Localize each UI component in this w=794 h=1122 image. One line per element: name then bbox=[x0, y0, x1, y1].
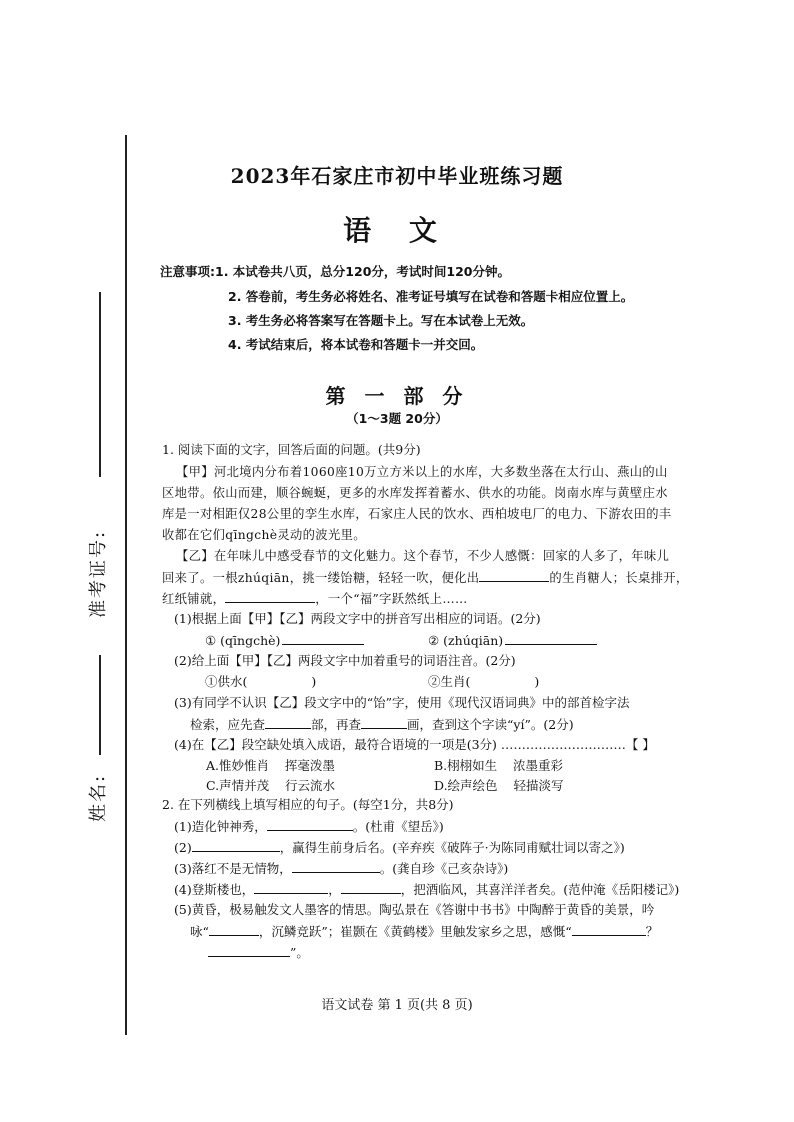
sub3-text: 检索，应先查 bbox=[190, 717, 266, 732]
name-label: 姓名: bbox=[88, 773, 109, 822]
poem-blank[interactable] bbox=[572, 923, 646, 936]
q2-text: (4)登斯楼也， bbox=[174, 882, 255, 897]
q2-text: ，把酒临风，其喜洋洋者矣。(范仲淹《岳阳楼记》) bbox=[400, 882, 680, 897]
passage-line: 库是一对相距仅28公里的孪生水库，石家庄人民的饮水、西柏坡电厂的电力、下游农田的丰 bbox=[162, 507, 672, 521]
paren: ) bbox=[534, 674, 540, 689]
notice-line-1 bbox=[160, 262, 510, 280]
poem-blank[interactable] bbox=[267, 818, 353, 831]
q2-text: 。(杜甫《望岳》) bbox=[352, 819, 444, 834]
q1-sub2-answer-a bbox=[205, 674, 316, 690]
stroke-blank[interactable] bbox=[361, 716, 407, 729]
exam-id-label: 准考证号: bbox=[88, 529, 109, 618]
q2-text: (1)造化钟神秀， bbox=[174, 819, 267, 834]
option-a[interactable]: A.惟妙惟肖 挥毫泼墨 bbox=[206, 758, 335, 773]
poem-blank[interactable] bbox=[292, 860, 380, 873]
passage-text: ，一个“福”字跃然纸上…… bbox=[315, 592, 468, 606]
notice-item: 4. 考试结束后，将本试卷和答题卡一并交回。 bbox=[228, 337, 484, 352]
q1-stem: 1. 阅读下面的文字，回答后面的问题。(共9分) bbox=[162, 442, 421, 457]
passage-line bbox=[162, 569, 689, 586]
idiom-blank-2[interactable] bbox=[225, 590, 315, 603]
part-title: 第 一 部 分 bbox=[325, 384, 469, 408]
poem-blank[interactable] bbox=[192, 839, 280, 852]
passage-line: 收都在它们qīngchè灵动的波光里。 bbox=[162, 528, 366, 542]
poem-blank[interactable] bbox=[254, 881, 328, 894]
radical-blank[interactable] bbox=[265, 716, 311, 729]
q1-sub2: (2)给上面【甲】【乙】两段文字中加着重号的词语注音。(2分) bbox=[174, 653, 516, 668]
option-b[interactable]: B.栩栩如生 浓墨重彩 bbox=[434, 758, 564, 773]
q2-text: ”。 bbox=[290, 945, 309, 960]
idiom-blank-1[interactable] bbox=[479, 569, 549, 582]
passage-line: 【乙】在年味儿中感受春节的文化魅力。这个春节，不少人感慨：回家的人多了，年味儿 bbox=[176, 549, 670, 563]
word-label: ②生肖( bbox=[428, 674, 471, 689]
q2-text: (3)落红不是无情物， bbox=[174, 861, 292, 876]
passage-line: 【甲】河北境内分布着1060座10万立方米以上的水库，大多数坐落在太行山、燕山的山 bbox=[176, 465, 668, 479]
q2-text: ，沉鳞竞跃”；崔颢在《黄鹤楼》里触发家乡之思，感慨“ bbox=[258, 924, 572, 939]
q2-line-5b bbox=[190, 923, 658, 940]
q1-sub3: (3)有同学不认识【乙】段文字中的“饴”字，使用《现代汉语词典》中的部首检字法 bbox=[174, 695, 630, 710]
q2-text: ，赢得生前身后名。(辛弃疾《破阵子·为陈同甫赋壮词以寄之》) bbox=[279, 840, 625, 855]
poem-blank[interactable] bbox=[209, 923, 259, 936]
q2-text: ？ bbox=[645, 924, 659, 939]
subject-title: 语 文 bbox=[343, 214, 451, 247]
poem-blank[interactable] bbox=[341, 881, 401, 894]
passage-text: 红纸铺就， bbox=[162, 592, 226, 606]
q1-sub1-answer-b bbox=[428, 632, 597, 649]
q2-line-5c bbox=[208, 944, 309, 961]
exam-title: 2023年石家庄市初中毕业班练习题 bbox=[230, 164, 564, 188]
q2-line-2 bbox=[174, 839, 625, 856]
q2-line-5: (5)黄昏，极易触发文人墨客的情思。陶弘景在《答谢中书书》中陶醉于黄昏的美景，吟 bbox=[174, 902, 655, 917]
q2-text: (2) bbox=[174, 840, 192, 855]
passage-line bbox=[162, 590, 468, 607]
q2-line-3 bbox=[174, 860, 508, 877]
q2-text: 咏“ bbox=[190, 924, 209, 939]
notice-item: 2. 答卷前，考生务必将姓名、准考证号填写在试卷和答题卡相应位置上。 bbox=[228, 289, 634, 304]
q2-text: ， bbox=[328, 882, 341, 897]
q2-text: 。(龚自珍《己亥杂诗》) bbox=[379, 861, 509, 876]
word-label: ①供水( bbox=[205, 674, 248, 689]
q2-line-1 bbox=[174, 818, 444, 835]
page-footer: 语文试卷 第 1 页(共 8 页) bbox=[321, 998, 473, 1013]
notice-item: 3. 考生务必将答案写在答题卡上。写在本试卷上无效。 bbox=[228, 313, 534, 328]
sub3-text: 部，再查 bbox=[311, 717, 362, 732]
passage-line: 区地带。依山而建，顺谷蜿蜒，更多的水库发挥着蓄水、供水的功能。岗南水库与黄壁庄水 bbox=[162, 486, 668, 500]
name-blank[interactable] bbox=[99, 655, 101, 755]
pinyin-label: ① (qīngchè) bbox=[205, 633, 281, 648]
passage-text: 的生肖糖人；长桌排开， bbox=[549, 571, 689, 585]
option-d[interactable]: D.绘声绘色 轻描淡写 bbox=[434, 778, 564, 793]
sub3-text: 画，查到这个字读“yí”。(2分) bbox=[407, 717, 574, 732]
option-c[interactable]: C.声情并茂 行云流水 bbox=[206, 778, 335, 793]
q2-stem: 2. 在下列横线上填写相应的句子。(每空1分，共8分) bbox=[162, 797, 454, 812]
passage-text: 回来了。一根zhúqiān，挑一缕饴糖，轻轻一吹，便化出 bbox=[162, 571, 480, 585]
part-range: （1～3题 20分） bbox=[346, 411, 448, 426]
q1-sub1: (1)根据上面【甲】【乙】两段文字中的拼音写出相应的词语。(2分) bbox=[174, 611, 541, 626]
q2-line-4 bbox=[174, 881, 679, 898]
answer-blank[interactable] bbox=[505, 632, 597, 645]
poem-blank[interactable] bbox=[208, 944, 290, 957]
pinyin-label: ② (zhúqiān) bbox=[428, 633, 504, 648]
q1-sub1-answer-a bbox=[205, 632, 364, 649]
answer-blank[interactable] bbox=[282, 632, 364, 645]
q1-sub4: (4)在【乙】段空缺处填入成语，最符合语境的一项是(3分) …………………………【 】 bbox=[174, 737, 655, 752]
paren: ) bbox=[311, 674, 317, 689]
q1-sub2-answer-b bbox=[428, 674, 539, 690]
binding-line bbox=[125, 135, 127, 1035]
notice-item: 1. 本试卷共八页，总分120分，考试时间120分钟。 bbox=[215, 264, 510, 279]
q1-sub3-line2 bbox=[190, 716, 574, 733]
notice-label: 注意事项: bbox=[160, 264, 215, 279]
